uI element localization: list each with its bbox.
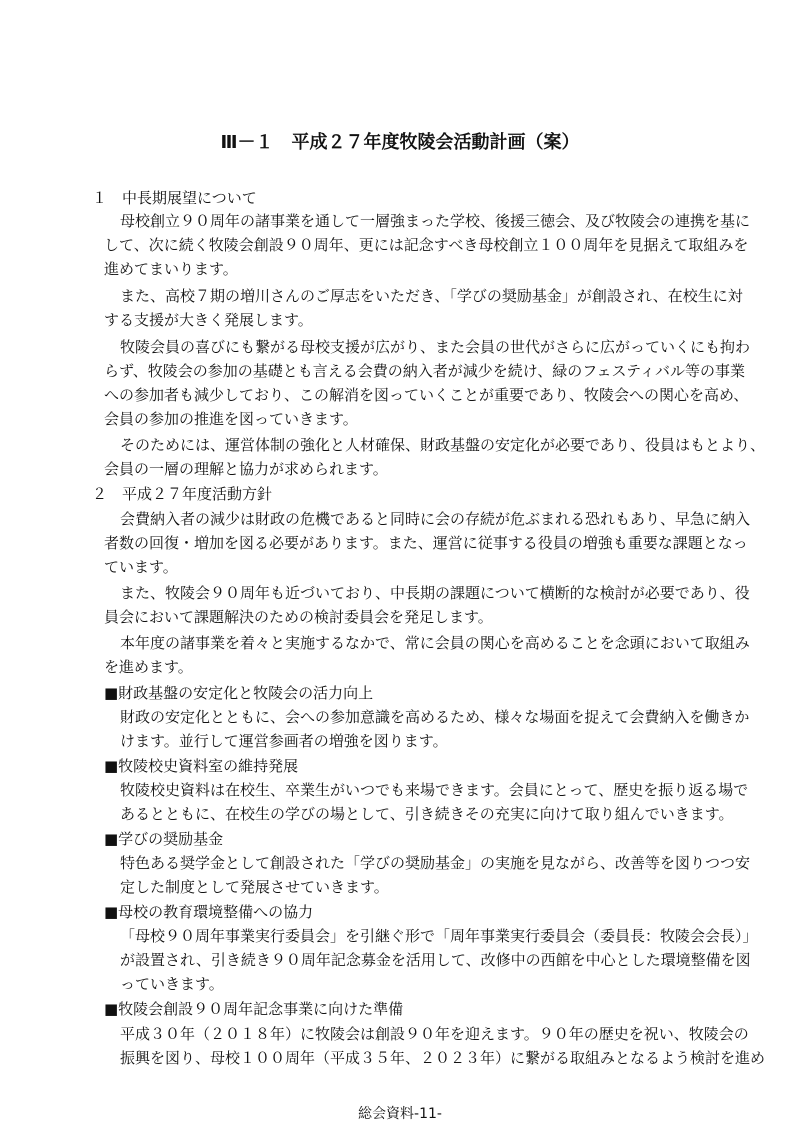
section-heading: １ 中長期展望について — [92, 189, 257, 207]
paragraph-line: を進めます。 — [104, 658, 193, 676]
item-heading: ■牧陵会創設９０周年記念事業に向けた準備 — [104, 1000, 404, 1018]
page-title: Ⅲ－１ 平成２７年度牧陵会活動計画（案） — [220, 132, 580, 153]
paragraph-line: 「母校９０周年事業実行委員会」を引継ぐ形で「周年事業実行委員会（委員長：牧陵会会長）」 — [120, 927, 758, 945]
item-heading: ■財政基盤の安定化と牧陵会の活力向上 — [104, 684, 374, 702]
paragraph-line: 者数の回復・増加を図る必要があります。また、運営に従事する役員の増強も重要な課題となっ — [104, 534, 748, 552]
paragraph-line: 本年度の諸事業を着々と実施するなかで、常に会員の関心を高めることを念頭において取組み — [120, 634, 750, 652]
paragraph-line: らず、牧陵会の参加の基礎とも言える会費の納入者が減少を続け、緑のフェスティバル等の事業 — [104, 362, 745, 380]
paragraph-line: けます。並行して運営参画者の増強を図ります。 — [120, 732, 448, 750]
paragraph-line: への参加者も減少しており、この解消を図っていくことが重要であり、牧陵会への関心を高め、 — [104, 386, 749, 404]
paragraph-line: が設置され、引き続き９０周年記念募金を活用して、改修中の西館を中心とした環境整備を図 — [120, 951, 751, 969]
paragraph-line: 進めてまいります。 — [104, 260, 238, 278]
paragraph-line: そのためには、運営体制の強化と人材確保、財政基盤の安定化が必要であり、役員はもとより、 — [120, 436, 766, 454]
paragraph-line: 母校創立９０周年の諸事業を通して一層強まった学校、後援三徳会、及び牧陵会の連携を基に — [120, 212, 751, 230]
paragraph-line: する支援が大きく発展します。 — [104, 311, 313, 329]
paragraph-line: また、高校７期の増川さんのご厚志をいただき、「学びの奨励基金」が創設され、在校生に対 — [120, 287, 743, 305]
paragraph-line: ています。 — [104, 558, 178, 576]
paragraph-line: 振興を図り、母校１００周年（平成３５年、２０２３年）に繋がる取組みとなるよう検討を進め — [120, 1049, 766, 1067]
paragraph-line: 定した制度として発展させていきます。 — [120, 878, 389, 896]
section-heading: ２ 平成２７年度活動方針 — [92, 485, 273, 503]
paragraph-line: 員会において課題解決のための検討委員会を発足します。 — [104, 608, 493, 626]
paragraph-line: 牧陵校史資料は在校生、卒業生がいつでも来場できます。会員にとって、歴史を振り返る場で — [120, 781, 749, 799]
item-heading: ■母校の教育環境整備への協力 — [104, 903, 314, 921]
paragraph-line: また、牧陵会９０周年も近づいており、中長期の課題について横断的な検討が必要であり、役 — [120, 584, 750, 602]
paragraph-line: 特色ある奨学金として創設された「学びの奨励基金」の実施を見ながら、改善等を図りつつ安 — [120, 854, 751, 872]
page-footer: 総会資料-11- — [358, 1106, 442, 1122]
paragraph-line: 財政の安定化とともに、会への参加意識を高めるため、様々な場面を捉えて会費納入を働きか — [120, 708, 750, 726]
item-heading: ■学びの奨励基金 — [104, 830, 224, 848]
paragraph-line: 平成３０年（２０１８年）に牧陵会は創設９０年を迎えます。９０年の歴史を祝い、牧陵会の — [120, 1025, 749, 1043]
paragraph-line: 牧陵会員の喜びにも繋がる母校支援が広がり、また会員の世代がさらに広がっていくにも拘わ — [120, 338, 751, 356]
paragraph-line: あるとともに、在校生の学びの場として、引き続きその充実に向けて取り組んでいきます。 — [120, 805, 734, 823]
paragraph-line: して、次に続く牧陵会創設９０周年、更には記念すべき母校創立１００周年を見据えて取組みを — [104, 236, 749, 254]
item-heading: ■牧陵校史資料室の維持発展 — [104, 757, 299, 775]
paragraph-line: 会費納入者の減少は財政の危機であると同時に会の存続が危ぶまれる恐れもあり、早急に納入 — [120, 510, 751, 528]
paragraph-line: 会員の参加の推進を図っていきます。 — [104, 410, 358, 428]
paragraph-line: 会員の一層の理解と協力が求められます。 — [104, 460, 388, 478]
paragraph-line: っていきます。 — [120, 975, 224, 993]
